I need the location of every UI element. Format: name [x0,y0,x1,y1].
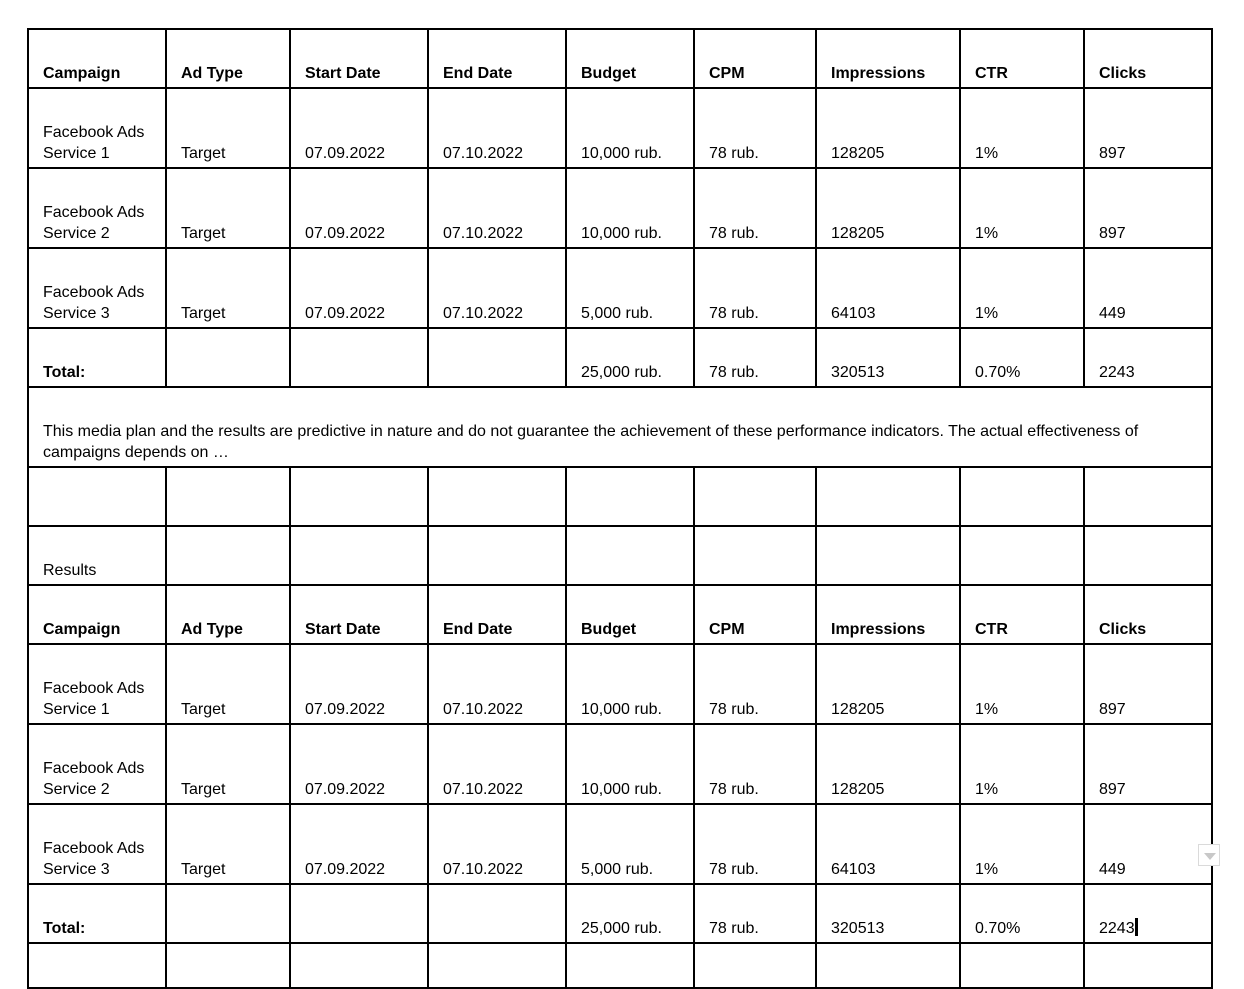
cell-cpm[interactable]: 78 rub. [694,644,816,724]
header-cell-start-date[interactable]: Start Date [290,585,428,644]
cell-end-date[interactable]: 07.10.2022 [428,644,566,724]
header-cell-ctr[interactable]: CTR [960,585,1084,644]
total-budget-cell[interactable]: 25,000 rub. [566,884,694,943]
cell-empty[interactable] [566,943,694,988]
total-ctr-cell[interactable]: 0.70% [960,884,1084,943]
cell-cpm[interactable]: 78 rub. [694,168,816,248]
cell-empty[interactable] [28,467,166,526]
cell-empty[interactable] [428,467,566,526]
cell-cpm[interactable]: 78 rub. [694,248,816,328]
cell-clicks[interactable]: 897 [1084,724,1212,804]
cell-ad-type[interactable]: Target [166,804,290,884]
header-cell-ad-type[interactable]: Ad Type [166,585,290,644]
cell-campaign[interactable]: Facebook Ads Service 3 [28,804,166,884]
media-plan-sheet [27,28,1213,989]
chevron-down-icon[interactable] [1198,844,1220,866]
cell-cpm[interactable]: 78 rub. [694,88,816,168]
results-label-cell[interactable]: Results [28,526,166,585]
total-cpm-cell[interactable]: 78 rub. [694,328,816,387]
cell-empty[interactable] [290,467,428,526]
cell-clicks[interactable]: 897 [1084,88,1212,168]
plan-row [28,168,1212,248]
cell-empty[interactable] [694,526,816,585]
cell-start-date[interactable]: 07.09.2022 [290,724,428,804]
cell-clicks[interactable]: 897 [1084,644,1212,724]
cell-impressions[interactable]: 128205 [816,644,960,724]
cell-empty[interactable] [428,328,566,387]
cell-empty[interactable] [28,943,166,988]
header-cell-clicks[interactable]: Clicks [1084,585,1212,644]
results-header-row [28,585,1212,644]
cell-ad-type[interactable]: Target [166,88,290,168]
cell-start-date[interactable]: 07.09.2022 [290,804,428,884]
cell-impressions[interactable]: 64103 [816,248,960,328]
cell-empty[interactable] [816,467,960,526]
header-cell-impressions[interactable]: Impressions [816,585,960,644]
cell-budget[interactable]: 10,000 rub. [566,168,694,248]
total-label-cell[interactable]: Total: [28,328,166,387]
cell-clicks[interactable]: 897 [1084,168,1212,248]
cell-start-date[interactable]: 07.09.2022 [290,248,428,328]
cell-empty[interactable] [960,467,1084,526]
disclaimer-row [28,387,1212,467]
cell-end-date[interactable]: 07.10.2022 [428,168,566,248]
total-impressions-cell[interactable]: 320513 [816,328,960,387]
header-cell-campaign[interactable]: Campaign [28,29,166,88]
cell-empty[interactable] [694,467,816,526]
disclaimer-cell[interactable]: This media plan and the results are predictive in nature and do not guarantee the achievement of these performance indicators. The actual effectiveness of campaigns depends on … [28,387,1212,467]
cell-ctr[interactable]: 1% [960,88,1084,168]
cell-impressions[interactable]: 128205 [816,168,960,248]
cell-budget[interactable]: 10,000 rub. [566,724,694,804]
cell-end-date[interactable]: 07.10.2022 [428,88,566,168]
cell-empty[interactable] [166,884,290,943]
total-clicks-value: 2243 [1099,920,1135,937]
header-cell-budget[interactable]: Budget [566,29,694,88]
header-cell-ad-type[interactable]: Ad Type [166,29,290,88]
total-label-cell[interactable]: Total: [28,884,166,943]
cell-empty[interactable] [290,328,428,387]
cell-empty[interactable] [566,526,694,585]
cell-start-date[interactable]: 07.09.2022 [290,88,428,168]
cell-clicks[interactable]: 449 [1084,248,1212,328]
cell-end-date[interactable]: 07.10.2022 [428,248,566,328]
cell-impressions[interactable]: 128205 [816,88,960,168]
cell-campaign[interactable]: Facebook Ads Service 1 [28,88,166,168]
cell-empty[interactable] [1084,526,1212,585]
cell-budget[interactable]: 10,000 rub. [566,88,694,168]
cell-empty[interactable] [166,328,290,387]
cell-start-date[interactable]: 07.09.2022 [290,168,428,248]
cell-ctr[interactable]: 1% [960,168,1084,248]
cell-empty[interactable] [694,943,816,988]
results-row [28,644,1212,724]
header-cell-end-date[interactable]: End Date [428,585,566,644]
plan-header-row [28,29,1212,88]
total-impressions-cell[interactable]: 320513 [816,884,960,943]
cell-empty[interactable] [566,467,694,526]
header-cell-ctr[interactable]: CTR [960,29,1084,88]
cell-empty[interactable] [960,526,1084,585]
header-cell-cpm[interactable]: CPM [694,29,816,88]
cell-empty[interactable] [166,526,290,585]
header-cell-start-date[interactable]: Start Date [290,29,428,88]
cell-impressions[interactable]: 128205 [816,724,960,804]
total-clicks-cell-active[interactable] [1084,884,1212,943]
total-cpm-cell[interactable]: 78 rub. [694,884,816,943]
results-label-row [28,526,1212,585]
header-cell-end-date[interactable]: End Date [428,29,566,88]
plan-row [28,88,1212,168]
plan-total-row [28,328,1212,387]
cell-ctr[interactable]: 1% [960,644,1084,724]
header-cell-clicks[interactable]: Clicks [1084,29,1212,88]
cell-ctr[interactable]: 1% [960,248,1084,328]
cell-empty[interactable] [166,467,290,526]
cell-empty[interactable] [290,526,428,585]
next-row-partial [28,943,1212,988]
cell-campaign[interactable]: Facebook Ads Service 3 [28,248,166,328]
cell-end-date[interactable]: 07.10.2022 [428,804,566,884]
cell-budget[interactable]: 5,000 rub. [566,804,694,884]
cell-empty[interactable] [166,943,290,988]
cell-empty[interactable] [816,526,960,585]
cell-end-date[interactable]: 07.10.2022 [428,724,566,804]
cell-budget[interactable]: 10,000 rub. [566,644,694,724]
total-clicks-cell[interactable]: 2243 [1084,328,1212,387]
header-cell-campaign[interactable]: Campaign [28,585,166,644]
header-cell-impressions[interactable]: Impressions [816,29,960,88]
cell-clicks[interactable]: 449 [1084,804,1212,884]
cell-ad-type[interactable]: Target [166,248,290,328]
results-total-row [28,884,1212,943]
results-row [28,804,1212,884]
cell-campaign[interactable]: Facebook Ads Service 1 [28,644,166,724]
text-cursor [1135,918,1138,936]
cell-empty[interactable] [960,943,1084,988]
cell-campaign[interactable]: Facebook Ads Service 2 [28,724,166,804]
cell-empty[interactable] [428,526,566,585]
header-cell-cpm[interactable]: CPM [694,585,816,644]
cell-empty[interactable] [290,943,428,988]
cell-ad-type[interactable]: Target [166,724,290,804]
total-ctr-cell[interactable]: 0.70% [960,328,1084,387]
cell-ctr[interactable]: 1% [960,724,1084,804]
blank-row [28,467,1212,526]
total-budget-cell[interactable]: 25,000 rub. [566,328,694,387]
cell-empty[interactable] [1084,943,1212,988]
cell-start-date[interactable]: 07.09.2022 [290,644,428,724]
cell-empty[interactable] [290,884,428,943]
results-row [28,724,1212,804]
cell-empty[interactable] [1084,467,1212,526]
cell-empty[interactable] [428,884,566,943]
header-cell-budget[interactable]: Budget [566,585,694,644]
cell-cpm[interactable]: 78 rub. [694,804,816,884]
cell-ad-type[interactable]: Target [166,168,290,248]
cell-campaign[interactable]: Facebook Ads Service 2 [28,168,166,248]
cell-ad-type[interactable]: Target [166,644,290,724]
cell-empty[interactable] [816,943,960,988]
cell-empty[interactable] [428,943,566,988]
plan-row [28,248,1212,328]
cell-impressions[interactable]: 64103 [816,804,960,884]
cell-cpm[interactable]: 78 rub. [694,724,816,804]
cell-budget[interactable]: 5,000 rub. [566,248,694,328]
cell-ctr[interactable]: 1% [960,804,1084,884]
